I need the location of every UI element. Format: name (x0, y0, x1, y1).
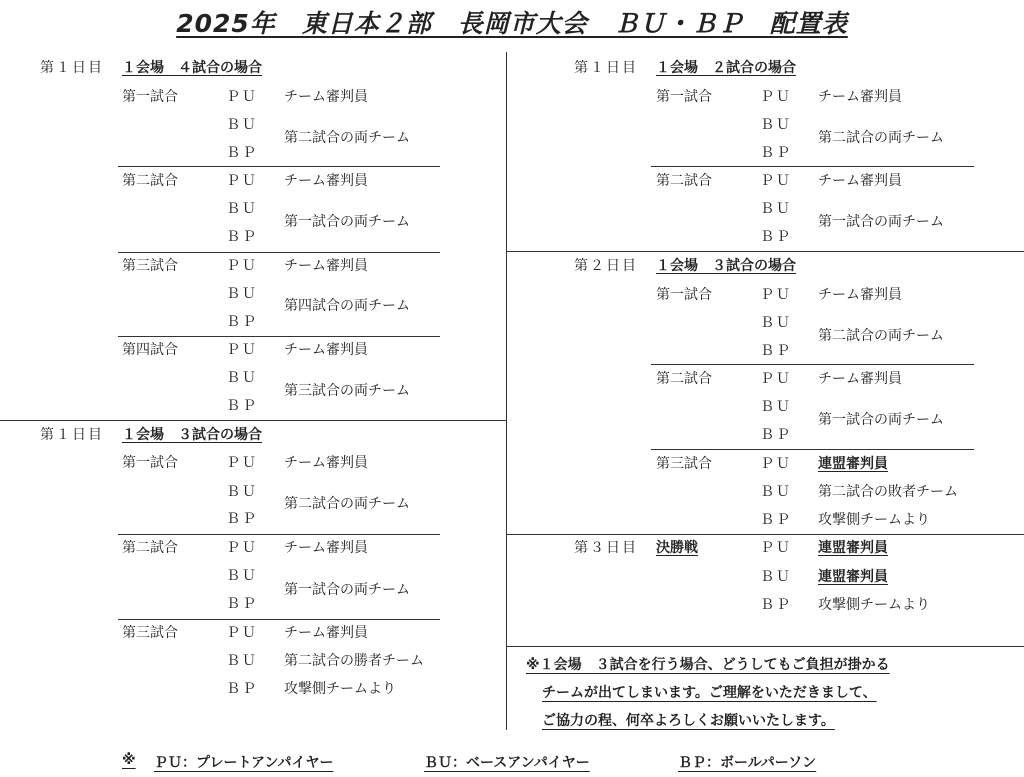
notice-line: チームが出てしまいます。ご理解をいただきまして、 (542, 685, 877, 701)
block-heading: １会場 ３試合の場合 (122, 427, 262, 443)
role-pu: ＰＵ (760, 371, 792, 387)
pu-assignment: 連盟審判員 (818, 540, 888, 556)
role-pu: ＰＵ (760, 456, 792, 472)
game-name: 第三試合 (122, 625, 178, 641)
game-separator (118, 534, 440, 535)
day-label: 第１日目 (40, 427, 104, 443)
bubp-assignment: 第二試合の両チーム (284, 496, 410, 512)
bubp-assignment: 第四試合の両チーム (284, 298, 410, 314)
game-name: 第三試合 (656, 456, 712, 472)
game-separator (651, 364, 974, 365)
role-bp: ＢＰ (226, 681, 258, 697)
bubp-assignment: 第一試合の両チーム (818, 412, 944, 428)
day-label: 第３日目 (574, 540, 638, 556)
role-bu: ＢＵ (226, 484, 258, 500)
bubp-assignment: 第一試合の両チーム (818, 214, 944, 230)
pu-assignment: チーム審判員 (284, 89, 368, 105)
role-bu: ＢＵ (760, 315, 792, 331)
role-bu: ＢＵ (760, 117, 792, 133)
pu-assignment: チーム審判員 (284, 455, 368, 471)
role-bp: ＢＰ (226, 596, 258, 612)
pu-assignment: チーム審判員 (284, 342, 368, 358)
bubp-assignment: 第二試合の両チーム (284, 130, 410, 146)
pu-assignment: チーム審判員 (818, 173, 902, 189)
section-separator (506, 251, 1024, 252)
role-pu: ＰＵ (760, 173, 792, 189)
role-pu: ＰＵ (226, 342, 258, 358)
bp-assignment: 攻撃側チームより (818, 597, 930, 613)
role-bu: ＢＵ (226, 117, 258, 133)
game-name: 第一試合 (656, 89, 712, 105)
game-name: 第二試合 (122, 540, 178, 556)
legend-pu: ＰＵ：プレートアンパイヤー (154, 755, 334, 771)
pu-assignment: チーム審判員 (818, 371, 902, 387)
role-pu: ＰＵ (760, 540, 792, 556)
notice-line: ※１会場 ３試合を行う場合、どうしてもご負担が掛かる (526, 657, 890, 673)
legend-bp: ＢＰ：ボールパーソン (678, 755, 817, 771)
bubp-assignment: 第二試合の両チーム (818, 328, 944, 344)
role-bu: ＢＵ (226, 653, 258, 669)
role-bu: ＢＵ (226, 370, 258, 386)
role-bp: ＢＰ (760, 512, 792, 528)
role-pu: ＰＵ (226, 89, 258, 105)
role-bp: ＢＰ (226, 145, 258, 161)
role-pu: ＰＵ (226, 173, 258, 189)
game-name: 第二試合 (122, 173, 178, 189)
game-name: 第二試合 (656, 173, 712, 189)
bubp-assignment: 第三試合の両チーム (284, 383, 410, 399)
bubp-assignment: 第一試合の両チーム (284, 214, 410, 230)
bp-assignment: 攻撃側チームより (818, 512, 930, 528)
role-bp: ＢＰ (760, 145, 792, 161)
role-bp: ＢＰ (760, 597, 792, 613)
role-pu: ＰＵ (760, 287, 792, 303)
role-bu: ＢＵ (760, 399, 792, 415)
bp-assignment: 攻撃側チームより (284, 681, 396, 697)
pu-assignment: チーム審判員 (284, 173, 368, 189)
role-bu: ＢＵ (760, 569, 792, 585)
role-pu: ＰＵ (760, 89, 792, 105)
section-separator (0, 420, 506, 421)
bu-assignment: 第二試合の勝者チーム (284, 653, 424, 669)
role-pu: ＰＵ (226, 455, 258, 471)
bubp-assignment: 第二試合の両チーム (818, 130, 944, 146)
game-separator (118, 252, 440, 253)
game-separator (118, 619, 440, 620)
game-name: 第一試合 (656, 287, 712, 303)
game-separator (651, 449, 974, 450)
role-bu: ＢＵ (226, 568, 258, 584)
game-name: 第一試合 (122, 455, 178, 471)
game-separator (118, 166, 440, 167)
notice-line: ご協力の程、何卒よろしくお願いいたします。 (542, 713, 835, 729)
game-separator (118, 336, 440, 337)
pu-assignment: チーム審判員 (284, 258, 368, 274)
legend-mark: ※ (122, 752, 136, 768)
role-bu: ＢＵ (760, 484, 792, 500)
game-name: 第三試合 (122, 258, 178, 274)
role-pu: ＰＵ (226, 540, 258, 556)
pu-assignment: チーム審判員 (818, 287, 902, 303)
day-label: 第１日目 (40, 60, 104, 76)
role-bu: ＢＵ (760, 201, 792, 217)
block-heading: 決勝戦 (656, 540, 698, 556)
page-title: 2025年 東日本２部 長岡市大会 ＢＵ・ＢＰ 配置表 (176, 9, 848, 38)
role-bp: ＢＰ (760, 343, 792, 359)
block-heading: １会場 ３試合の場合 (656, 258, 796, 274)
bu-assignment: 第二試合の敗者チーム (818, 484, 958, 500)
game-name: 第四試合 (122, 342, 178, 358)
role-pu: ＰＵ (226, 258, 258, 274)
pu-assignment: チーム審判員 (284, 540, 368, 556)
game-name: 第一試合 (122, 89, 178, 105)
block-heading: １会場 ２試合の場合 (656, 60, 796, 76)
bubp-assignment: 第一試合の両チーム (284, 582, 410, 598)
role-bp: ＢＰ (226, 511, 258, 527)
role-bp: ＢＰ (226, 314, 258, 330)
bu-assignment: 連盟審判員 (818, 569, 888, 585)
day-label: 第２日目 (574, 258, 638, 274)
role-bu: ＢＵ (226, 286, 258, 302)
game-separator (651, 166, 974, 167)
section-separator (506, 646, 1024, 647)
role-bu: ＢＵ (226, 201, 258, 217)
column-divider (506, 52, 507, 730)
role-bp: ＢＰ (760, 427, 792, 443)
role-bp: ＢＰ (760, 229, 792, 245)
pu-assignment: チーム審判員 (818, 89, 902, 105)
role-bp: ＢＰ (226, 398, 258, 414)
block-heading: １会場 ４試合の場合 (122, 60, 262, 76)
pu-assignment: チーム審判員 (284, 625, 368, 641)
role-pu: ＰＵ (226, 625, 258, 641)
day-label: 第１日目 (574, 60, 638, 76)
game-name: 第二試合 (656, 371, 712, 387)
role-bp: ＢＰ (226, 229, 258, 245)
section-separator (506, 534, 1024, 535)
pu-assignment: 連盟審判員 (818, 456, 888, 472)
legend-bu: ＢＵ：ベースアンパイヤー (424, 755, 590, 771)
